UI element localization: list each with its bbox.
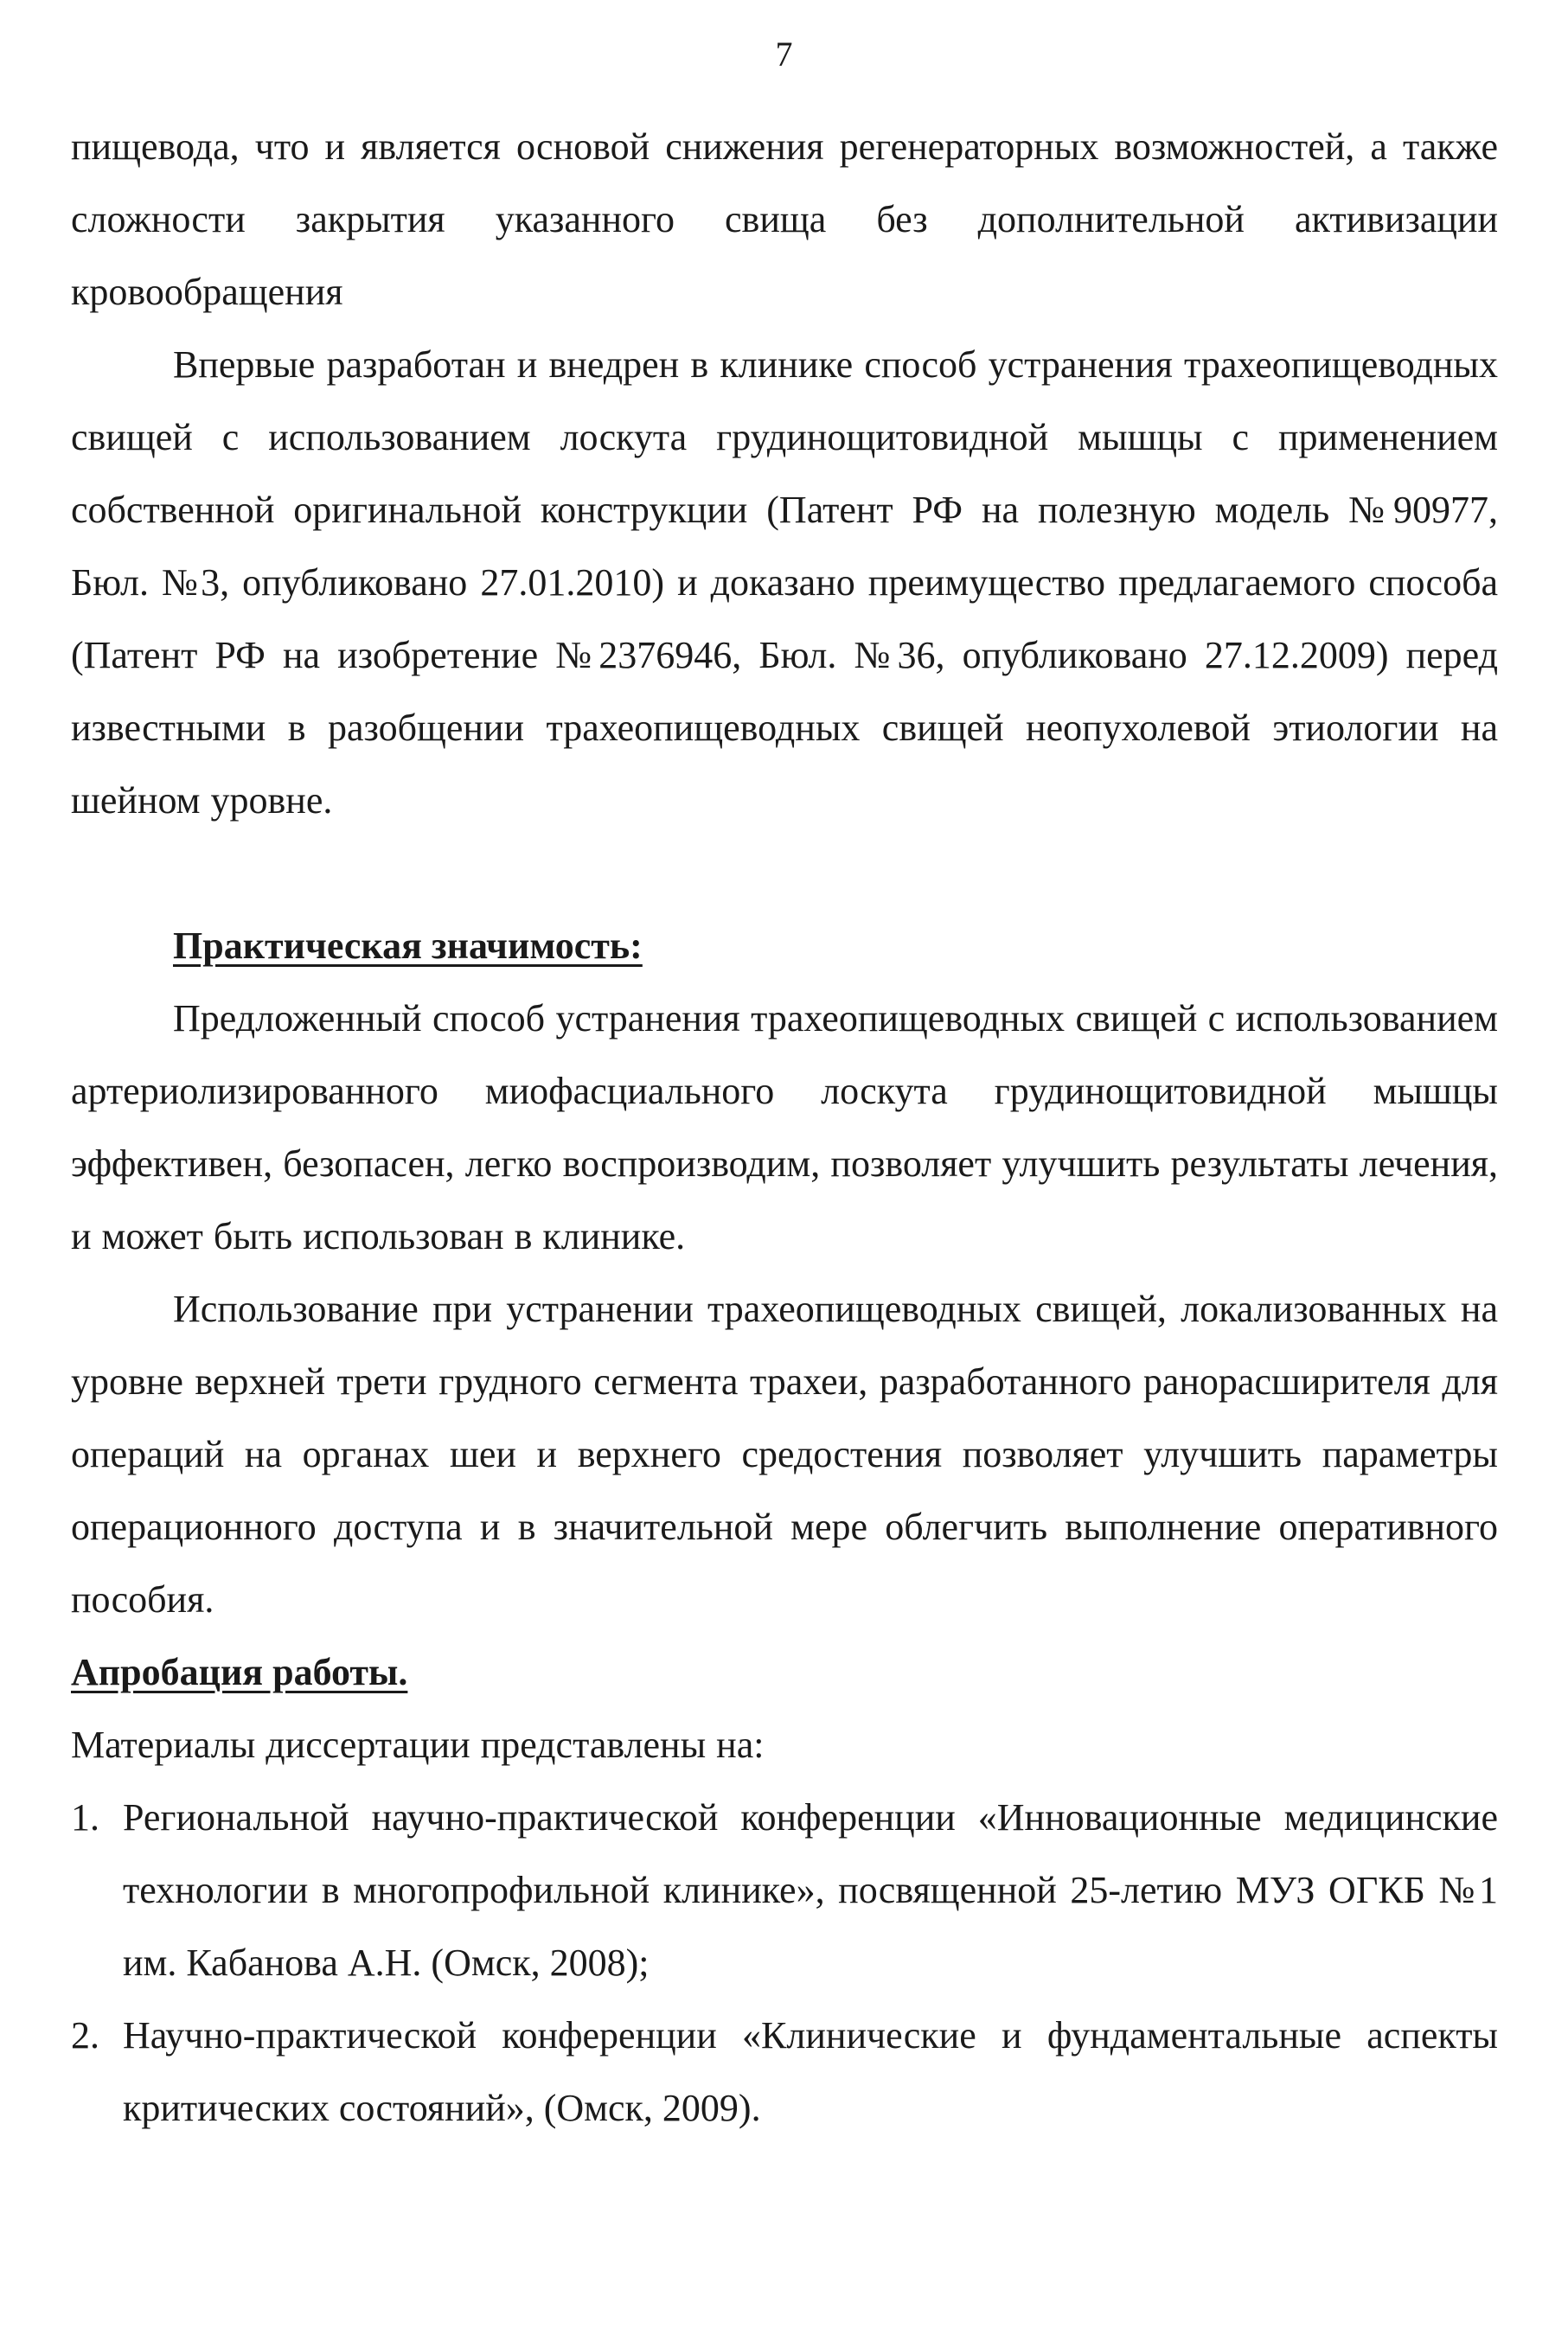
- list-item: [71, 1782, 1498, 1999]
- list-item-number: 2.: [71, 2014, 99, 2057]
- list-item-number: 1.: [71, 1796, 99, 1839]
- paragraph-practical-2: Использование при устранении трахеопищеводных свищей, локализованных на уровне верхней трети грудного сегмента трахеи, разработанного ранорасширителя для операций на органах шеи и верхнего средостения позволяет улучшить параметры операционного доступа и в значительной мере облегчить выполнение оперативного пособия.: [71, 1288, 1498, 1621]
- list-item-text: Региональной научно-практической конференции «Инновационные медицинские технологии в многопрофильной клинике», посвященной 25-летию МУЗ ОГКБ №1 им. Кабанова А.Н. (Омск, 2008);: [123, 1796, 1498, 1984]
- paragraph-practical-1: Предложенный способ устранения трахеопищеводных свищей с использованием артериолизированного миофасциального лоскута грудинощитовидной мышцы эффективен, безопасен, легко воспроизводим, позволяет улучшить результаты лечения, и может быть использован в клинике.: [71, 997, 1498, 1257]
- practical-significance-heading: Практическая значимость:: [173, 924, 643, 967]
- list-item-text: Научно-практической конференции «Клинические и фундаментальные аспекты критических состояний», (Омск, 2009).: [123, 2014, 1498, 2129]
- paragraph-continuation: пищевода, что и является основой снижения регенераторных возможностей, а также сложности закрытия указанного свища без дополнительной активизации кровообращения: [71, 125, 1498, 313]
- page-number: 7: [775, 35, 793, 74]
- paragraph-novelty: Впервые разработан и внедрен в клинике способ устранения трахеопищеводных свищей с использованием лоскута грудинощитовидной мышцы с применением собственной оригинальной конструкции (Патент РФ на полезную модель №90977, Бюл. №3, опубликовано 27.01.2010) и доказано преимущество предлагаемого способа (Патент РФ на изобретение №2376946, Бюл. №36, опубликовано 27.12.2009) перед известными в разобщении трахеопищеводных свищей неопухолевой этиологии на шейном уровне.: [71, 343, 1498, 822]
- list-item: [71, 1999, 1498, 2145]
- document-body: [71, 111, 1498, 2145]
- approbation-list: [71, 1782, 1498, 2145]
- section-gap: [71, 837, 1498, 910]
- approbation-heading: Апробация работы.: [71, 1651, 408, 1693]
- approbation-intro: Материалы диссертации представлены на:: [71, 1724, 765, 1766]
